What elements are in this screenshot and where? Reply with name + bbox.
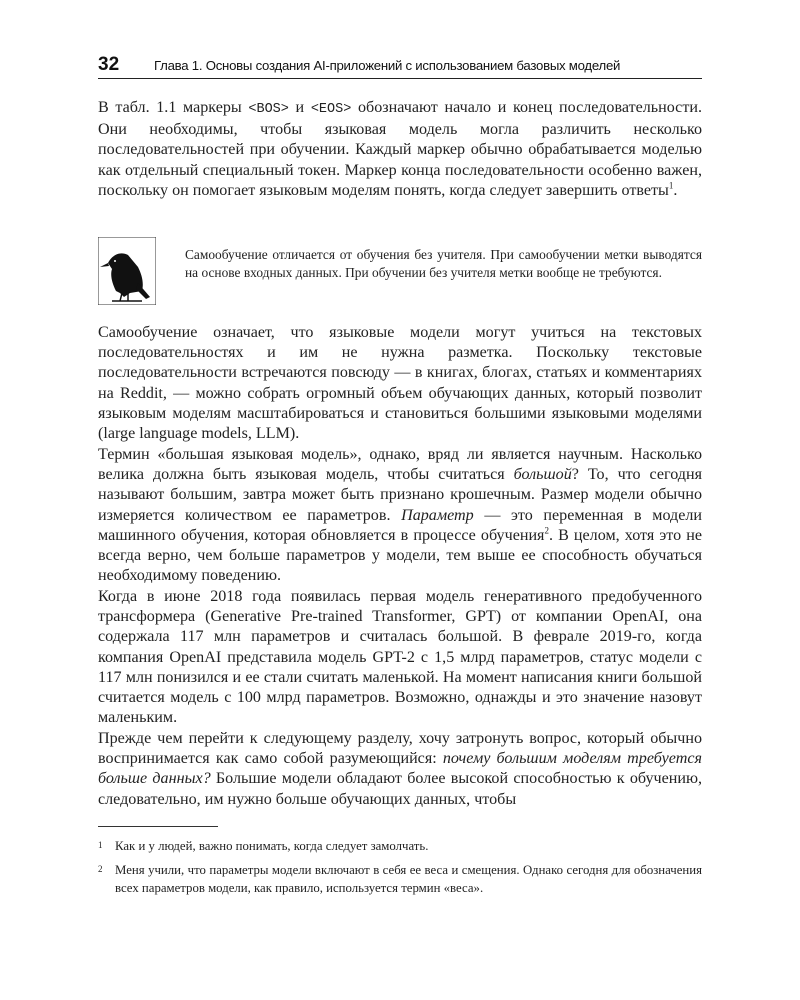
footnote-1-number: 1 [98, 840, 103, 850]
footnote-1-text: Как и у людей, важно понимать, когда следует замолчать. [115, 839, 429, 853]
paragraph-5-emphasis: почему большим моделям требуется больше данных? [98, 750, 702, 788]
running-header [98, 52, 702, 78]
paragraph-3-text-c: — это переменная в модели машинного обучения, которая обновляется в процессе обучения [98, 506, 702, 544]
paragraph-1-text-d: . [673, 181, 678, 199]
paragraph-3-text-d: . В целом, хотя это не всегда верно, чем больше параметров у модели, тем выше ее способность обучаться необходимому поведению. [98, 526, 702, 585]
paragraph-5-text-b: Большие модели обладают более высокой способностью к обучению, следовательно, им нужно больше обучающих данных, чтобы [98, 770, 702, 808]
paragraph-3-emphasis-b: Параметр [401, 506, 474, 524]
code-eos-token: <EOS> [310, 102, 352, 117]
paragraph-3-text-b: ? То, что сегодня называют большим, завтра может быть признано крошечным. Размер модели обычно измеряется количеством ее параметров. [98, 466, 702, 524]
footnote-ref-1: 1 [668, 180, 674, 191]
paragraph-1-text-a: В табл. 1.1 маркеры [98, 99, 249, 116]
footnote-2-number: 2 [98, 864, 103, 874]
code-bos-token: <BOS> [248, 102, 289, 117]
header-rule [98, 78, 702, 79]
paragraph-3 [98, 445, 702, 586]
paragraph-3-emphasis-a: большой [513, 466, 572, 484]
note-block [98, 237, 702, 305]
page-number: 32 [98, 54, 120, 75]
paragraph-1-text-c: обозначают начало и конец последовательности. Они необходимы, чтобы языковая модель могла различить несколько последовательностей при обучении. Каждый маркер обычно обрабатывается моделью как отдельный специальный токен. Маркер конца последовательности особенно важен, поскольку он помогает языковым моделям понять, когда следует завершить ответы [98, 99, 702, 199]
chapter-title: Глава 1. Основы создания AI-приложений с использованием базовых моделей [154, 58, 621, 73]
note-text: Самообучение отличается от обучения без учителя. При самообучении метки выводятся на основе входных данных. При обучении без учителя метки вообще не требуются. [185, 247, 702, 280]
paragraph-2: Самообучение означает, что языковые модели могут учиться на текстовых последовательностях и им не нужна разметка. Поскольку текстовые последовательности встречаются повсюду — в книгах, блогах, статьях и комментариях на Reddit, — можно собрать огромный объем обучающих данных, который позволит языковым моделям масштабироваться и становиться большими языковыми моделями (large language models, LLM). [98, 324, 702, 443]
paragraph-5 [98, 729, 702, 810]
paragraph-4: Когда в июне 2018 года появилась первая модель генеративного предобученного трансформера (Generative Pre-trained Transformer, GPT) от компании OpenAI, она содержала 117 млн параметров и считалась большой. В феврале 2019-го, когда компания OpenAI представила модель GPT-2 с 1,5 млрд параметров, статус модели с 117 млн понизился и ее стали считать маленькой. На момент написания книги большой считается модель с 100 млрд параметров. Возможно, однажды и это значение назовут маленьким. [98, 588, 702, 727]
crow-icon [98, 237, 156, 305]
paragraph-1 [98, 98, 702, 201]
footnote-2-text: Меня учили, что параметры модели включают в себя ее веса и смещения. Однако сегодня для обозначения всех параметров модели, как правило, используется термин «веса». [115, 863, 702, 895]
footnote-2 [98, 862, 702, 897]
paragraph-3-text-a: Термин «большая языковая модель», однако, вряд ли является научным. Насколько велика должна быть языковая модель, чтобы считаться [98, 446, 702, 484]
footnote-rule [98, 826, 218, 827]
paragraph-5-text-a: Прежде чем перейти к следующему разделу, хочу затронуть вопрос, который обычно воспринимается как само собой разумеющийся: [98, 730, 702, 768]
footnote-ref-2: 2 [544, 525, 549, 536]
paragraph-1-text-b: и [288, 99, 311, 116]
footnote-1 [98, 838, 702, 856]
